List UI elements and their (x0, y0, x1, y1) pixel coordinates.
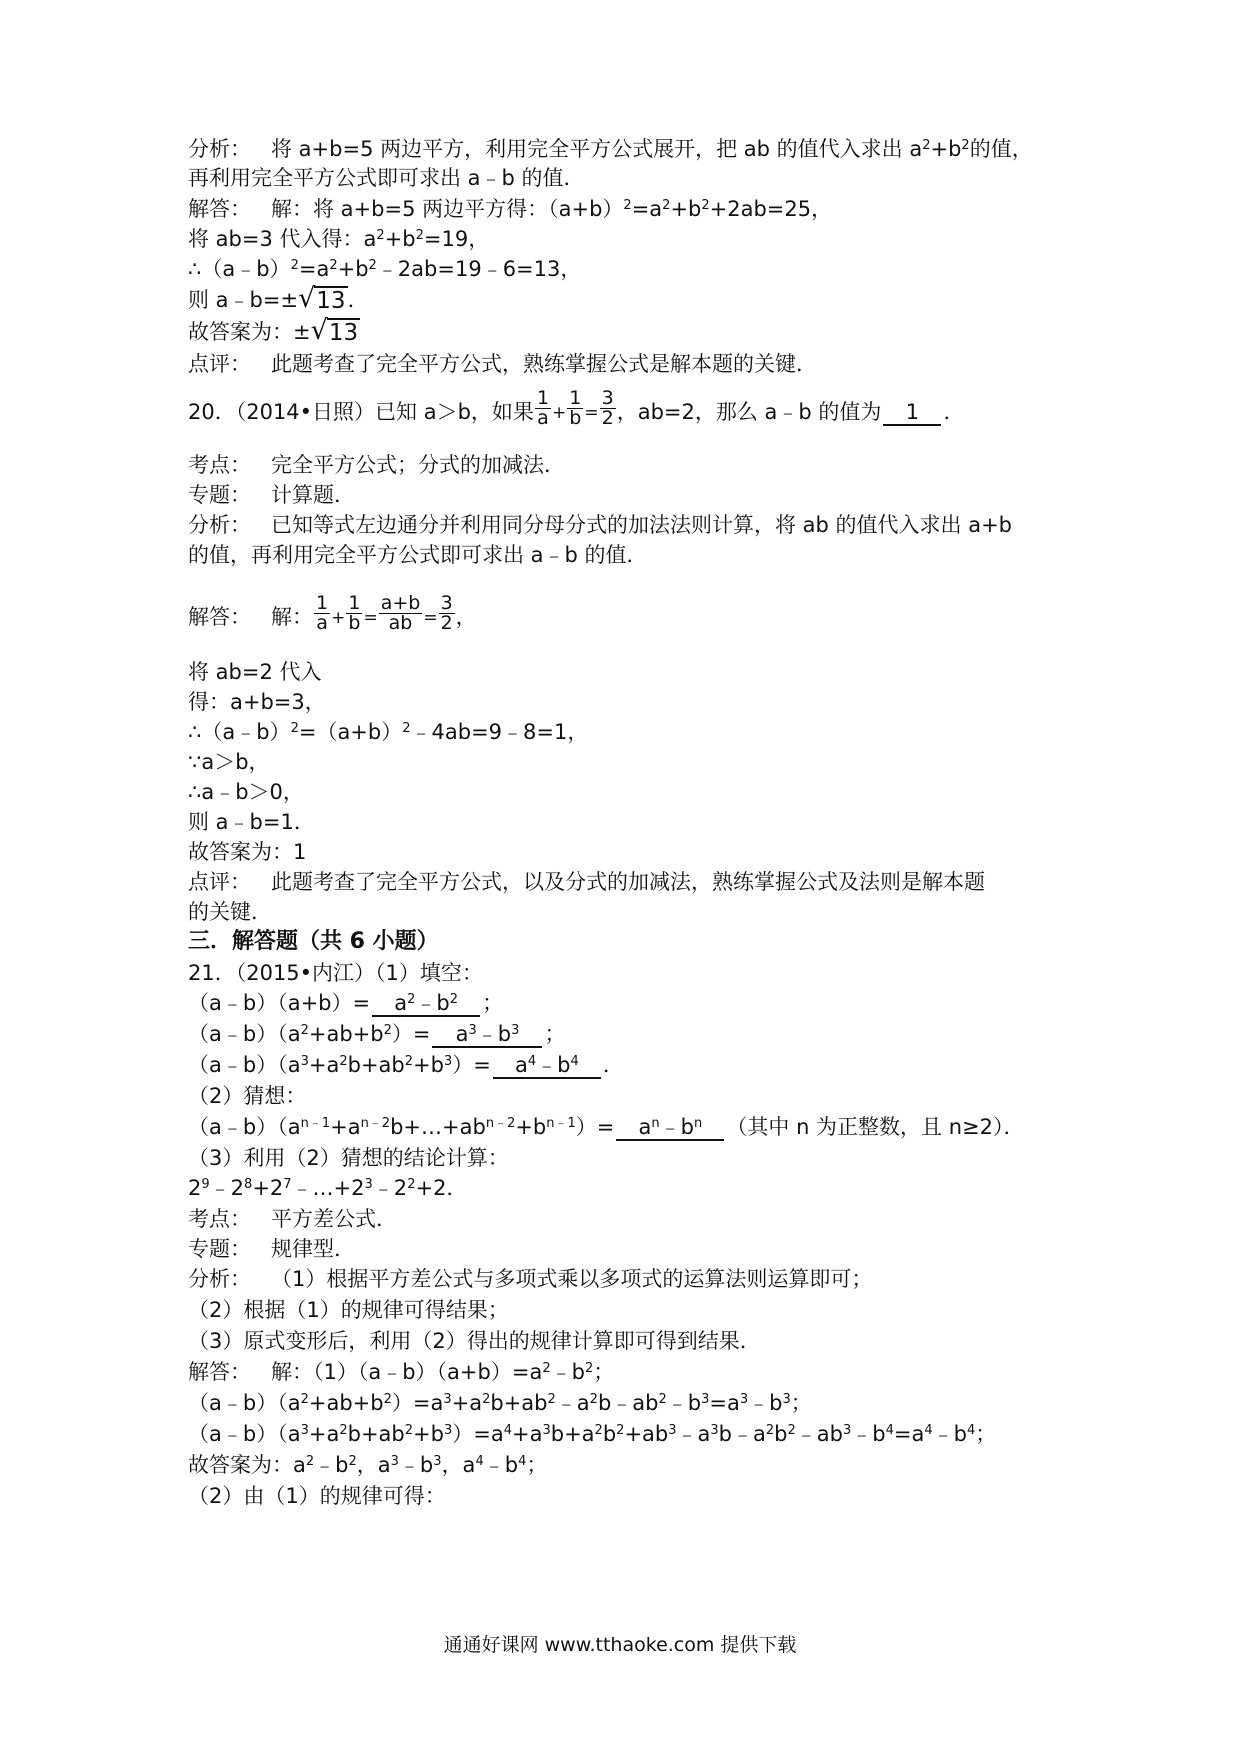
text: 计算题． (271, 483, 355, 507)
text: ﹣b (476, 1022, 512, 1046)
q20-solution-line3 (188, 687, 1068, 717)
text: 2 (188, 1176, 202, 1200)
sup: 4 (966, 1423, 976, 1438)
q21-part3 (188, 1143, 1068, 1173)
sup: 2 (376, 228, 385, 243)
sqrt-13: √ 13 (298, 283, 346, 314)
q20-solution-line4 (188, 717, 1068, 747)
q21-analysis-1 (188, 1264, 1068, 1294)
numerator: 3 (601, 386, 614, 409)
text: 将 ab=2 代入 (188, 660, 322, 684)
sup: 2 (658, 1392, 667, 1407)
text: ； (593, 1360, 615, 1384)
text: +2 (252, 1176, 284, 1200)
q19-solution-line4 (188, 284, 1068, 314)
numerator: 3 (440, 591, 453, 614)
text: ﹣b (415, 991, 450, 1015)
fraction-1-over-b (567, 386, 583, 429)
label-kaodian: 考点： (188, 453, 251, 477)
equals: = (584, 403, 599, 423)
text: +ab (624, 1422, 669, 1446)
q19-comment (188, 349, 1068, 379)
label-solution: 解答： (188, 1360, 251, 1384)
sup: 3 (511, 1023, 520, 1038)
denominator: 2 (440, 611, 453, 634)
text: +b (413, 1053, 444, 1077)
text: 得：a+b=3， (188, 690, 326, 714)
q19-analysis-line2 (188, 163, 1068, 193)
text: =a (631, 197, 663, 221)
text: ； (526, 1453, 548, 1477)
text: ﹣a (555, 1391, 590, 1415)
text: 将 a+b=5 两边平方，利用完全平方公式展开，把 ab 的值代入求出 a (271, 137, 923, 161)
text: （2）猜想： (188, 1084, 307, 1108)
q20-solution-line6 (188, 777, 1068, 807)
sup: 4 (518, 1454, 527, 1469)
text: （a﹣b）（a (188, 1391, 301, 1415)
text: 的值， (969, 137, 1033, 161)
text: b+ab (347, 1053, 405, 1077)
text: +a (308, 1422, 340, 1446)
text: （3）原式变形后，利用（2）得出的规律计算即可得到结果． (188, 1329, 761, 1353)
q21-answer (188, 1450, 1068, 1480)
text: b+…+ab (390, 1115, 486, 1139)
text: ﹣b (536, 1053, 571, 1077)
q20-answer (188, 837, 1068, 867)
sup: 4 (527, 1054, 537, 1069)
text: ﹣…+2 (291, 1176, 365, 1200)
q20-comment-line1 (188, 867, 1068, 897)
text: ． (602, 1053, 624, 1077)
text: （3）利用（2）猜想的结论计算： (188, 1146, 509, 1170)
text: ﹣b (314, 1453, 349, 1477)
text: ）= (391, 1022, 431, 1046)
label-comment: 点评： (188, 870, 251, 894)
text: 再利用完全平方公式即可求出 a﹣b 的值． (188, 166, 585, 190)
text: （a﹣b）（a (188, 1022, 301, 1046)
text: ﹣4ab=9﹣8=1， (410, 720, 589, 744)
sup: 3 (739, 1392, 749, 1407)
text: +b (670, 197, 702, 221)
sup: 3 (433, 1454, 442, 1469)
sup: 2 (449, 992, 458, 1007)
text: 平方差公式． (271, 1207, 397, 1231)
text: +ab+b (308, 1391, 384, 1415)
label-analysis: 分析： (188, 1267, 251, 1291)
radicand: 13 (328, 320, 359, 346)
fraction-1-over-b (346, 591, 362, 634)
sup: 2 (701, 198, 710, 213)
fraction-1-over-a (535, 386, 551, 429)
sup: 2 (290, 258, 299, 273)
text: +a (330, 1115, 361, 1139)
text: 故答案为：1 (188, 840, 307, 864)
text: （1）根据平方差公式与多项式乘以多项式的运算法则运算即可； (271, 1267, 873, 1291)
page-footer: 通通好课网 www.tthaoke.com 提供下载 (443, 1634, 797, 1656)
denominator: ab (388, 611, 413, 634)
text: +b (337, 257, 369, 281)
text: ﹣ab (795, 1422, 843, 1446)
text: 的关键． (188, 900, 272, 924)
text: =19， (423, 227, 490, 251)
sup: 2 (787, 1423, 796, 1438)
sup: 3 (710, 1423, 719, 1438)
text: ﹣b (851, 1422, 886, 1446)
sup: 7 (283, 1177, 292, 1192)
sup: 4 (924, 1423, 933, 1438)
q20-stem (188, 386, 1068, 437)
fraction-1-over-a (314, 591, 330, 634)
sup: 2 (290, 721, 299, 736)
text: +a (308, 1053, 340, 1077)
answer-blank (372, 991, 480, 1017)
q20-solution-line1 (188, 591, 1068, 642)
denominator: a (316, 611, 328, 634)
text: +a (451, 1391, 483, 1415)
sup: 2 (339, 1054, 348, 1069)
sup: 3 (443, 1054, 453, 1069)
q21-solution-1 (188, 1357, 1068, 1387)
text: ∵a＞b， (188, 750, 270, 774)
text: =a (893, 1422, 925, 1446)
text: ，a (441, 1453, 476, 1477)
text: ）= (575, 1115, 615, 1139)
sup: 2 (348, 1454, 357, 1469)
text: ∴a﹣b＞0， (188, 780, 304, 804)
q21-guess-label (188, 1081, 1068, 1111)
sup: 3 (300, 1423, 309, 1438)
q20-comment-line2 (188, 897, 1068, 927)
sup: 3 (443, 1423, 453, 1438)
sup: 3 (842, 1423, 852, 1438)
sup: 3 (443, 1392, 452, 1407)
text: 已知等式左边通分并利用同分母分式的加法法则计算，将 ab 的值代入求出 a+b (271, 513, 1013, 537)
text: b+ab (347, 1422, 405, 1446)
text: ； (975, 1422, 997, 1446)
text: ﹣2ab=19﹣6=13， (376, 257, 582, 281)
q19-analysis-line1 (188, 134, 1068, 164)
numerator: 1 (316, 591, 329, 614)
q19-solution-line1 (188, 194, 1068, 224)
text: ； (482, 991, 504, 1015)
sup: 2 (383, 1023, 392, 1038)
sup: 2 (383, 1392, 392, 1407)
text: （a﹣b）（a (188, 1422, 301, 1446)
sqrt-13: √ 13 (310, 315, 359, 346)
sup: 2 (616, 1423, 625, 1438)
q20-analysis-line1 (188, 510, 1068, 540)
sup: 2 (404, 1423, 414, 1438)
sup: 2 (407, 1177, 416, 1192)
sup: 3 (390, 1454, 399, 1469)
text: ． (347, 288, 369, 312)
q19-solution-line3 (188, 254, 1068, 284)
text: ， (455, 605, 477, 629)
section-heading: 三．解答题（共 6 小题） (188, 929, 439, 954)
sup: n﹣2 (485, 1116, 516, 1131)
text: b﹣ab (597, 1391, 659, 1415)
sup: 3 (668, 1423, 677, 1438)
text: ）=a (391, 1391, 444, 1415)
text: 故答案为：± (188, 320, 311, 344)
label-analysis: 分析： (188, 137, 251, 161)
plus: + (552, 403, 567, 423)
text: ； (790, 1391, 812, 1415)
text: +2ab=25， (709, 197, 833, 221)
answer-blank (616, 1115, 724, 1141)
sup: 3 (364, 1177, 373, 1192)
sup: 2 (765, 1423, 775, 1438)
text: ，a (356, 1453, 391, 1477)
text: ∴（a﹣b） (188, 720, 291, 744)
sup: n﹣1 (546, 1116, 576, 1131)
text: =（a+b） (298, 720, 403, 744)
q21-calc (188, 1173, 1068, 1203)
text: +a (511, 1422, 543, 1446)
q21-part2 (188, 1481, 1068, 1511)
answer-blank (432, 1022, 542, 1048)
text: b (602, 1422, 617, 1446)
sup: n﹣2 (360, 1116, 391, 1131)
text: ﹣b (666, 1391, 702, 1415)
sup: 2 (305, 1454, 315, 1469)
text: +b (384, 227, 416, 251)
text: （a﹣b）（a (188, 1115, 301, 1139)
q21-kaodian (188, 1204, 1068, 1234)
denominator: b (569, 406, 582, 429)
sup: 4 (475, 1454, 484, 1469)
sup: 3 (701, 1392, 710, 1407)
text: ﹣2 (372, 1176, 408, 1200)
text: 故答案为：a (188, 1453, 306, 1477)
text: ． (943, 400, 965, 424)
text: ﹣b (398, 1453, 434, 1477)
sup: 2 (542, 1361, 551, 1376)
q19-solution-line2 (188, 224, 1068, 254)
sup: 3 (468, 1023, 477, 1038)
text: a (514, 1053, 528, 1077)
text: 将 ab=3 代入得：a (188, 227, 377, 251)
denominator: a (537, 406, 549, 429)
q21-zhuanti (188, 1234, 1068, 1264)
sup: 2 (584, 1361, 594, 1376)
text: +b (930, 137, 962, 161)
sup: n (694, 1116, 703, 1131)
text: ﹣b (748, 1391, 783, 1415)
text: ）=a (452, 1422, 504, 1446)
label-analysis: 分析： (188, 513, 251, 537)
sup: 3 (542, 1423, 551, 1438)
label-comment: 点评： (188, 352, 251, 376)
sup: 2 (402, 721, 411, 736)
text: （a﹣b）（a+b）= (188, 991, 371, 1015)
sup: 2 (368, 258, 377, 273)
q20-zhuanti (188, 480, 1068, 510)
q21-solution-3 (188, 1419, 1068, 1449)
q21-fill-1 (188, 988, 1068, 1018)
sup: 4 (503, 1423, 512, 1438)
text: ﹣b (550, 1360, 585, 1384)
q19-answer (188, 316, 1068, 346)
text: a (394, 991, 408, 1015)
denominator: b (348, 611, 361, 634)
label-zhuanti: 专题： (188, 483, 251, 507)
text: b﹣a (718, 1422, 766, 1446)
label-solution: 解答： (188, 605, 251, 629)
sup: 2 (922, 138, 931, 153)
text: +b (413, 1422, 444, 1446)
sup: n (651, 1116, 660, 1131)
text: =a (298, 257, 330, 281)
fraction-apb-over-ab (379, 591, 423, 634)
q21-guess-formula (188, 1112, 1068, 1142)
equals: = (423, 608, 438, 628)
numerator: 1 (536, 386, 550, 409)
text: 完全平方公式；分式的加减法． (271, 453, 565, 477)
text: 20．（2014•日照）已知 a＞b，如果 (188, 400, 534, 424)
text: （其中 n 为正整数，且 n≥2）． (726, 1115, 1025, 1139)
answer-blank: 1 (883, 400, 941, 426)
sup: 2 (961, 138, 970, 153)
plus: + (331, 608, 346, 628)
sup: 2 (547, 1392, 556, 1407)
text: +2． (415, 1176, 468, 1200)
text: ﹣2 (209, 1176, 245, 1200)
text: 则 a﹣b=1． (188, 810, 315, 834)
q21-analysis-2 (188, 1295, 1068, 1325)
sup: 2 (329, 258, 338, 273)
sup: 3 (782, 1392, 791, 1407)
q20-kaodian (188, 450, 1068, 480)
text: ﹣b (483, 1453, 519, 1477)
text: ，ab=2，那么 a﹣b 的值为 (616, 400, 882, 424)
text: ； (544, 1022, 566, 1046)
sup: n﹣1 (300, 1116, 331, 1131)
text: ）= (452, 1053, 491, 1077)
label-zhuanti: 专题： (188, 1237, 251, 1261)
text: ﹣b (659, 1115, 694, 1139)
text: 解：（1）（a﹣b）（a+b）=a (271, 1360, 543, 1384)
q20-analysis-line2 (188, 540, 1068, 570)
text: +ab+b (308, 1022, 384, 1046)
q21-fill-2 (188, 1019, 1068, 1049)
q21-fill-3 (188, 1050, 1068, 1080)
text: b (774, 1422, 788, 1446)
fraction-3-over-2 (600, 386, 616, 429)
equals: = (363, 608, 378, 628)
text: a (455, 1022, 469, 1046)
text: b+a (550, 1422, 595, 1446)
label-kaodian: 考点： (188, 1207, 251, 1231)
q20-solution-line5 (188, 747, 1068, 777)
text: （a﹣b）（a (188, 1053, 301, 1077)
sup: 8 (244, 1177, 253, 1192)
text: 规律型． (271, 1237, 355, 1261)
q20-solution-line2 (188, 657, 1068, 687)
sup: 2 (404, 1054, 414, 1069)
answer-blank (493, 1053, 601, 1079)
fraction-3-over-2 (439, 591, 455, 634)
denominator: 2 (601, 406, 614, 429)
sup: 2 (623, 198, 632, 213)
sup: 2 (415, 228, 424, 243)
text: （2）由（1）的规律可得： (188, 1484, 446, 1508)
label-solution: 解答： (188, 197, 251, 221)
sup: 2 (662, 198, 671, 213)
text: a (638, 1115, 652, 1139)
text: 解： (271, 605, 313, 629)
sup: 4 (570, 1054, 579, 1069)
text: 的值，再利用完全平方公式即可求出 a﹣b 的值． (188, 543, 648, 567)
radicand: 13 (316, 288, 346, 314)
text: 此题考查了完全平方公式，以及分式的加减法，熟练掌握公式及法则是解本题 (271, 870, 985, 894)
sup: 2 (300, 1392, 309, 1407)
text: 则 a﹣b=± (188, 288, 299, 312)
sup: 2 (482, 1392, 491, 1407)
sup: 9 (201, 1177, 210, 1192)
text: 21．（2015•内江）（1）填空： (188, 961, 483, 985)
sup: 2 (339, 1423, 348, 1438)
q21-stem (188, 958, 1068, 988)
text: ∴（a﹣b） (188, 257, 291, 281)
text: b+ab (490, 1391, 548, 1415)
text: ﹣b (932, 1422, 967, 1446)
sup: 4 (885, 1423, 894, 1438)
text: ﹣a (676, 1422, 711, 1446)
numerator: a+b (380, 591, 421, 614)
sup: 2 (589, 1392, 598, 1407)
numerator: 1 (348, 591, 361, 614)
sup: 2 (300, 1023, 309, 1038)
text: 此题考查了完全平方公式，熟练掌握公式是解本题的关键． (271, 352, 817, 376)
q20-solution-line7 (188, 807, 1068, 837)
sup: 2 (594, 1423, 603, 1438)
text: 解：将 a+b=5 两边平方得：（a+b） (271, 197, 624, 221)
sup: 2 (407, 992, 416, 1007)
sup: 3 (300, 1054, 309, 1069)
q21-solution-2 (188, 1388, 1068, 1418)
text: +b (515, 1115, 547, 1139)
q21-analysis-3 (188, 1326, 1068, 1356)
text: =a (709, 1391, 740, 1415)
numerator: 1 (569, 386, 582, 409)
text: （2）根据（1）的规律可得结果； (188, 1298, 509, 1322)
